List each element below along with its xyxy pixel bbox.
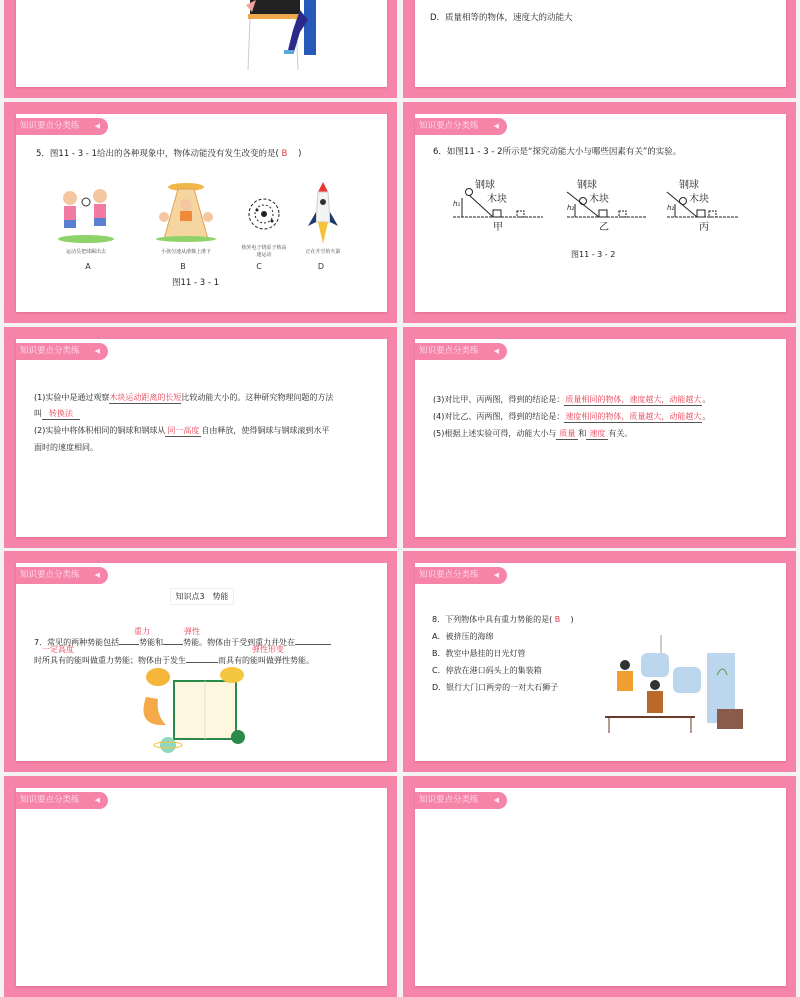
- section-tag-label: 知识要点分类练: [20, 570, 80, 580]
- diagram-yi: [567, 180, 657, 244]
- slide-content: [16, 114, 387, 312]
- q8-answer: B: [554, 615, 561, 624]
- diagram-label: 乙: [599, 222, 609, 233]
- incline-diagram: [453, 184, 543, 244]
- label-d: D: [317, 262, 325, 271]
- label-b: B: [180, 262, 186, 271]
- text: 比较动能大小的。这种研究物理问题的方法: [181, 393, 334, 402]
- slide-content: [415, 0, 786, 87]
- rocket-illustration: [308, 182, 338, 250]
- knowledge-point-heading: 知识点3 势能: [170, 588, 234, 605]
- section-tag: [16, 343, 108, 360]
- slide-q5: [4, 102, 397, 323]
- slide-content: [16, 563, 387, 761]
- slide-q6: [403, 102, 796, 323]
- slide-top-left: [4, 0, 397, 98]
- answer-blank: 质量: [556, 429, 578, 440]
- q6-p3: [433, 395, 710, 406]
- answer-elastic: 弹性: [184, 627, 200, 636]
- ball-label: 钢球: [679, 180, 699, 191]
- caption-b: 小孩匀速从滑梯上滑下: [160, 249, 211, 255]
- option-d: D．质量相等的物体，速度大的动能大: [430, 13, 573, 23]
- text: 和: [578, 429, 587, 438]
- incline-diagram: [667, 184, 757, 244]
- q6-p1: [34, 393, 333, 404]
- ball-label: 钢球: [577, 180, 597, 191]
- student-at-desk-illustration: [238, 0, 348, 72]
- q6-p4: [433, 412, 710, 423]
- section-tag-label: 知识要点分类练: [419, 795, 479, 805]
- q5-text: 5．图11 - 3 - 1给出的各种现象中，物体动能没有发生改变的是(: [36, 149, 279, 159]
- figure-caption: 图11 - 3 - 2: [571, 250, 616, 259]
- triangle-left-icon: ◀: [94, 796, 100, 804]
- q6-question: 6．如图11 - 3 - 2所示是“探究动能大小与哪些因素有关”的实验。: [433, 147, 682, 157]
- section-tag: [16, 567, 108, 584]
- section-tag: [415, 118, 507, 135]
- slide-q7: [4, 551, 397, 772]
- option-a: A．被挤压的海绵: [432, 632, 494, 641]
- text: (1)实验中是通过观察: [34, 393, 110, 402]
- q8-close: ): [570, 615, 574, 624]
- text: (5)根据上述实验可得，动能大小与: [433, 429, 557, 438]
- section-tag: [415, 343, 507, 360]
- triangle-left-icon: ◀: [94, 122, 100, 130]
- answer-blank: 质量相同的物体，速度越大，动能越大: [565, 395, 702, 404]
- height-label: h₂: [667, 204, 675, 212]
- diagram-bing: [667, 180, 757, 244]
- figure-caption: 图11 - 3 - 1: [172, 278, 220, 288]
- section-tag: [16, 792, 108, 809]
- answer-blank: 木块运动距离的长短: [109, 393, 182, 402]
- answer-height: 一定高度: [42, 645, 74, 654]
- slide-q6-part2: [403, 327, 796, 548]
- text: 叫: [34, 409, 42, 418]
- answer-blank: 速度相同的物体，质量越大，动能越大: [565, 412, 702, 421]
- painters-illustration: [595, 635, 745, 735]
- q6-p2: [34, 426, 329, 437]
- label-c: C: [256, 262, 262, 271]
- text: 而具有的能叫做弹性势能。: [218, 656, 314, 665]
- slide-playground-illustration: [156, 179, 216, 244]
- diagram-jia: [453, 180, 543, 244]
- slide-top-right: [403, 0, 796, 98]
- slide-bottom-right: [403, 776, 796, 997]
- q8-text: 8．下列物体中具有重力势能的是(: [432, 615, 553, 624]
- block-label: 木块: [689, 194, 709, 205]
- triangle-left-icon: ◀: [493, 122, 499, 130]
- text: (4)对比乙、丙两图，得到的结论是：: [433, 412, 565, 421]
- slide-content: [16, 339, 387, 537]
- slide-content: [16, 0, 387, 87]
- text: (3)对比甲、丙两图，得到的结论是：: [433, 395, 565, 404]
- section-tag-label: 知识要点分类练: [419, 570, 479, 580]
- ball-label: 钢球: [475, 180, 495, 191]
- slide-bottom-left: [4, 776, 397, 997]
- section-tag: [415, 567, 507, 584]
- answer-blank: 速度: [586, 429, 608, 440]
- section-tag-label: 知识要点分类练: [20, 121, 80, 131]
- text: 势能。物体由于受到重力并处在: [183, 638, 296, 647]
- q5-close: ): [298, 149, 302, 159]
- answer-blank: 同一高度: [167, 426, 200, 435]
- diagram-label: 丙: [699, 222, 709, 233]
- section-tag-label: 知识要点分类练: [419, 346, 479, 356]
- q6-p1-cont: [34, 409, 80, 420]
- section-tag-label: 知识要点分类练: [20, 795, 80, 805]
- incline-diagram: [567, 184, 657, 244]
- height-label: h₂: [567, 204, 575, 212]
- triangle-left-icon: ◀: [493, 796, 499, 804]
- q7-line2: [34, 656, 314, 666]
- answer-deformation: 弹性形变: [252, 645, 284, 654]
- section-tag: [415, 792, 507, 809]
- slide-content: [415, 788, 786, 986]
- option-b: B．教室中悬挂的日光灯管: [432, 649, 526, 658]
- q5-answer: B: [281, 149, 288, 159]
- section-tag-label: 知识要点分类练: [20, 346, 80, 356]
- text: 自由释放，使得铜球与钢球滚到水平: [201, 426, 330, 435]
- option-d: D．银行大门口两旁的一对大石狮子: [432, 683, 559, 692]
- q7-line1: [34, 638, 331, 648]
- diagram-label: 甲: [493, 222, 503, 233]
- q5-question: [36, 149, 302, 159]
- text: 7．常见的两种势能包括: [34, 638, 120, 647]
- text: (2)实验中将体积相同的铜球和钢球从: [34, 426, 166, 435]
- triangle-left-icon: ◀: [493, 571, 499, 579]
- book-planets-illustration: [136, 667, 256, 757]
- answer-gravity: 重力: [134, 627, 150, 636]
- caption-c: 核外电子绕原子核高速运动: [241, 245, 287, 258]
- block-label: 木块: [589, 194, 609, 205]
- triangle-left-icon: ◀: [94, 571, 100, 579]
- option-c: C．停放在港口码头上的集装箱: [432, 666, 542, 675]
- q6-p2-cont: 面时的速度相同。: [34, 443, 98, 452]
- text: 势能和: [139, 638, 164, 647]
- kids-soccer-illustration: [56, 184, 116, 244]
- slide-content: [415, 339, 786, 537]
- atom-electron-illustration: [244, 194, 284, 234]
- block-label: 木块: [487, 194, 507, 205]
- text: 有关。: [608, 429, 633, 438]
- slide-content: [415, 114, 786, 312]
- text: 。: [702, 412, 711, 421]
- label-a: A: [85, 262, 91, 271]
- q8-question: [432, 615, 574, 625]
- section-tag: [16, 118, 108, 135]
- triangle-left-icon: ◀: [493, 347, 499, 355]
- caption-a: 运动员把球踢出去: [65, 249, 106, 255]
- q6-p5: [433, 429, 632, 440]
- caption-d: 正在升空的火箭: [305, 249, 341, 255]
- text: 。: [702, 395, 711, 404]
- slide-q6-part1: [4, 327, 397, 548]
- slide-q8: [403, 551, 796, 772]
- section-tag-label: 知识要点分类练: [419, 121, 479, 131]
- slide-content: [16, 788, 387, 986]
- answer-blank: 转换法: [42, 409, 80, 420]
- triangle-left-icon: ◀: [94, 347, 100, 355]
- slide-content: [415, 563, 786, 761]
- text: 时所具有的能叫做重力势能；物体由于发生: [34, 656, 186, 665]
- height-label: h₁: [453, 200, 461, 208]
